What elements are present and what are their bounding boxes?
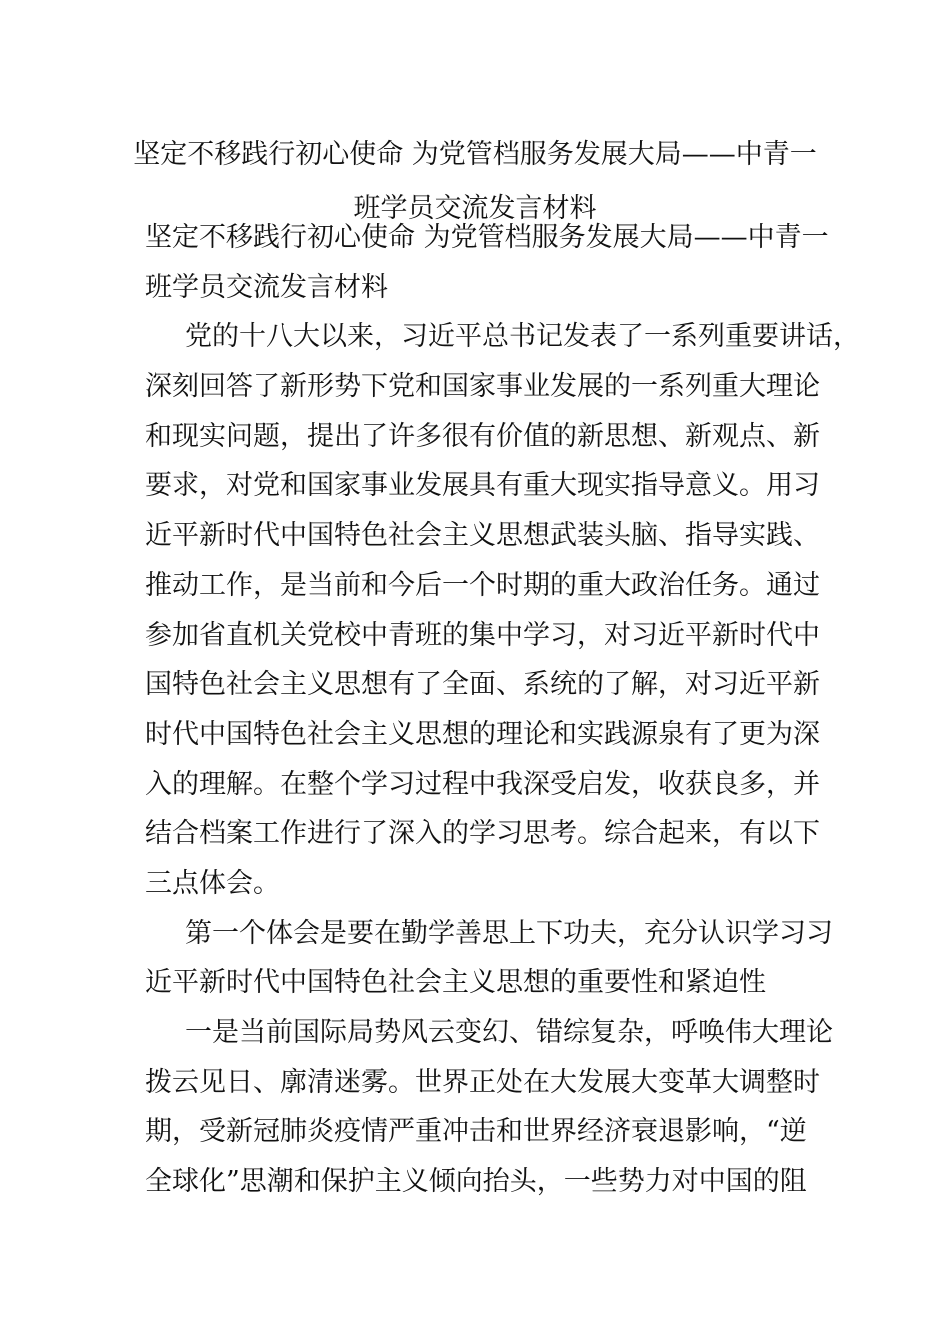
- paragraph-line: 要求，对党和国家事业发展具有重大现实指导意义。用习: [145, 470, 820, 502]
- paragraph-line: 党的十八大以来，习近平总书记发表了一系列重要讲话，: [185, 321, 860, 353]
- paragraph-line: 参加省直机关党校中青班的集中学习，对习近平新时代中: [145, 619, 820, 651]
- subtitle-line: 班学员交流发言材料: [145, 271, 388, 303]
- paragraph-line: 拨云见日、廓清迷雾。世界正处在大发展大变革大调整时: [145, 1066, 820, 1098]
- heading-line: 第一个体会是要在勤学善思上下功夫，充分认识学习习: [185, 917, 833, 949]
- paragraph-line: 期，受新冠肺炎疫情严重冲击和世界经济衰退影响，“逆: [145, 1116, 807, 1148]
- subtitle-line: 坚定不移践行初心使命 为党管档服务发展大局——中青一: [145, 222, 829, 253]
- paragraph-line: 结合档案工作进行了深入的学习思考。综合起来，有以下: [145, 818, 820, 850]
- paragraph-line: 国特色社会主义思想有了全面、系统的了解，对习近平新: [145, 669, 820, 701]
- heading-line: 近平新时代中国特色社会主义思想的重要性和紧迫性: [145, 967, 766, 999]
- title-line: 班学员交流发言材料: [353, 193, 597, 224]
- paragraph-line: 全球化”思潮和保护主义倾向抬头，一些势力对中国的阻: [145, 1166, 807, 1198]
- paragraph-line: 时代中国特色社会主义思想的理论和实践源泉有了更为深: [145, 718, 820, 750]
- paragraph-line: 和现实问题，提出了许多很有价值的新思想、新观点、新: [145, 420, 820, 452]
- paragraph-line: 入的理解。在整个学习过程中我深受启发，收获良多，并: [145, 768, 820, 800]
- paragraph-line: 一是当前国际局势风云变幻、错综复杂，呼唤伟大理论: [185, 1017, 833, 1048]
- paragraph-line: 近平新时代中国特色社会主义思想武装头脑、指导实践、: [145, 520, 820, 552]
- document-body: [145, 213, 860, 1207]
- title-line: 坚定不移践行初心使命 为党管档服务发展大局——中青一: [133, 139, 817, 170]
- paragraph-line: 深刻回答了新形势下党和国家事业发展的一系列重大理论: [145, 371, 820, 403]
- paragraph-line: 推动工作，是当前和今后一个时期的重大政治任务。通过: [145, 569, 820, 601]
- paragraph-line: 三点体会。: [145, 867, 280, 899]
